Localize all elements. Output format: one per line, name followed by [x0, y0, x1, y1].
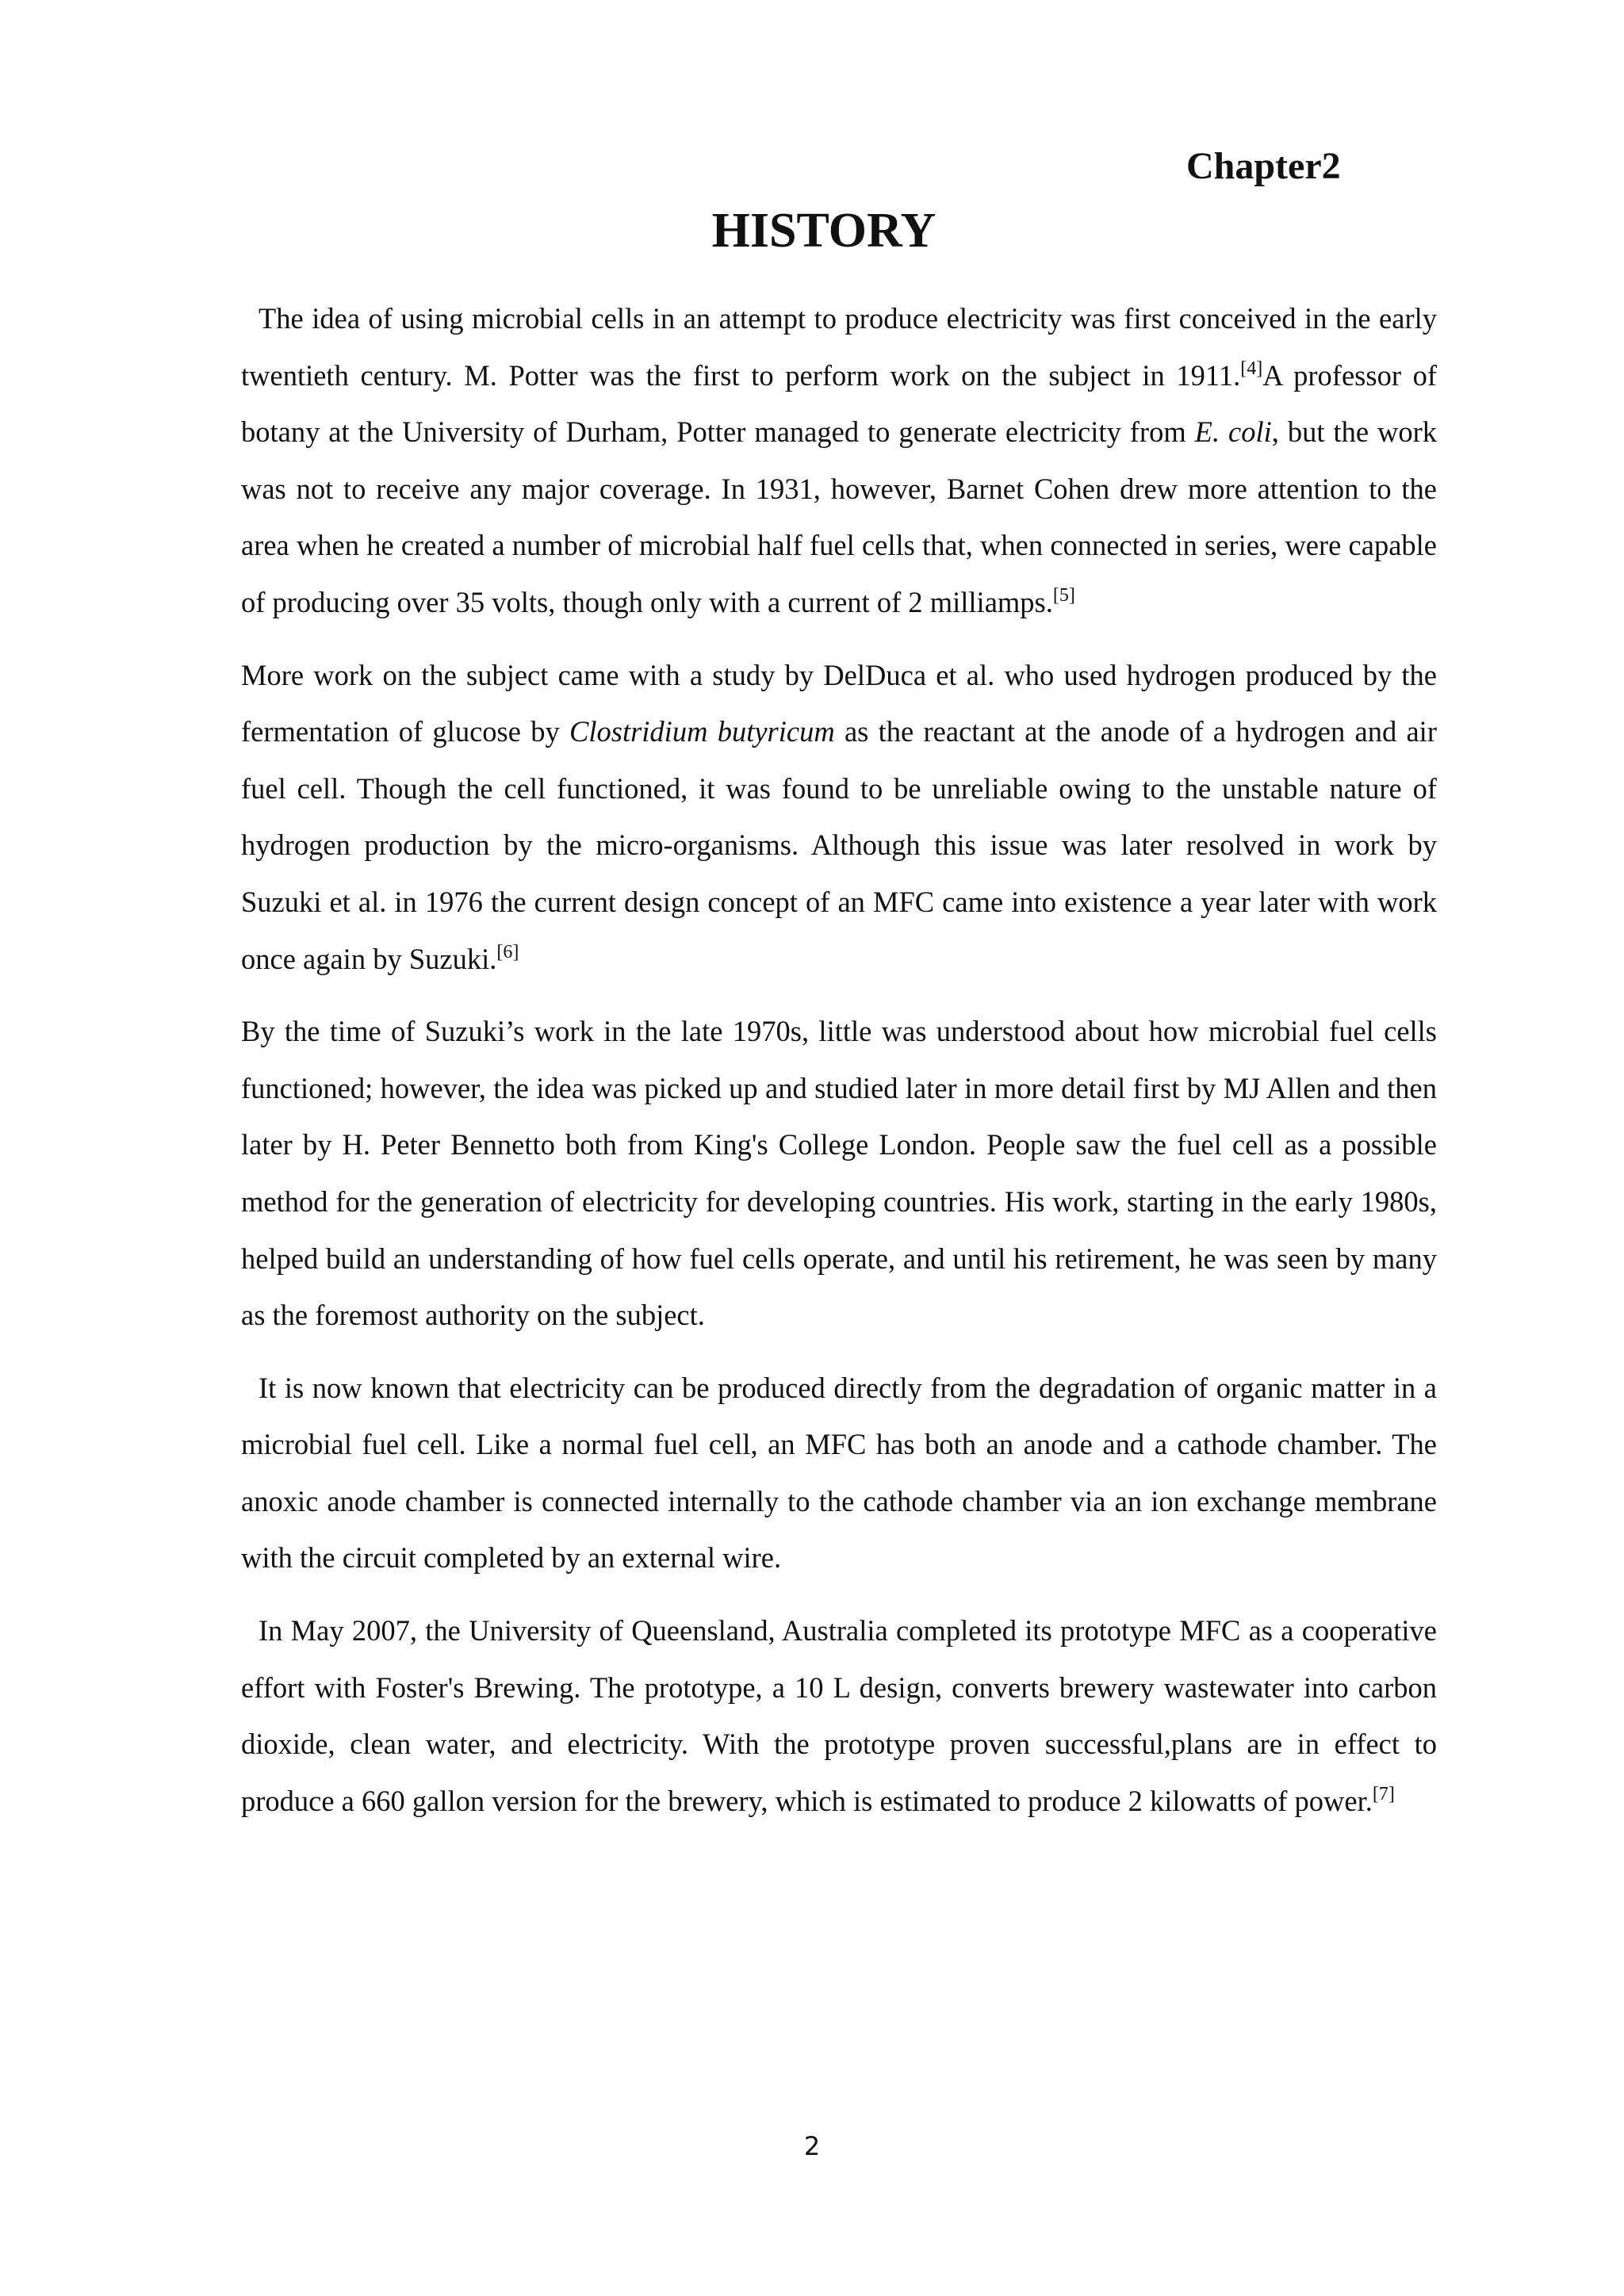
species-name-ecoli: E. coli [1194, 415, 1272, 449]
citation-5: [5] [1052, 584, 1075, 606]
body-text [241, 290, 1437, 1845]
page-number: 2 [803, 2131, 821, 2161]
citation-7: [7] [1372, 1783, 1395, 1804]
paragraph-2 [241, 647, 1437, 988]
page-title: HISTORY [711, 204, 936, 258]
species-name-clostridium: Clostridium butyricum [569, 715, 835, 748]
paragraph-1-text-a: The idea of using microbial cells in an attempt to produce electricity was first conceived in the early twentieth century. M. Potter was the first to perform work on the subject in 1911. [241, 302, 1437, 392]
paragraph-2-text-b: as the reactant at the anode of a hydrogen and air fuel cell. Though the cell functioned, it was found to be unreliable owing to the unstable nature of hydrogen production by the micro-organisms. Although this issue was later resolved in work by Suzuki et al. in 1976 the current design concept of an MFC came into existence a year later with work once again by Suzuki. [241, 715, 1437, 975]
citation-6: [6] [496, 941, 519, 962]
chapter-label: Chapter2 [1186, 145, 1341, 187]
paragraph-1 [241, 290, 1437, 631]
paragraph-3: By the time of Suzuki’s work in the late 1970s, little was understood about how microbial fuel cells functioned; however, the idea was picked up and studied later in more detail first by MJ Allen and then later by H. Peter Bennetto both from King's College London. People saw the fuel cell as a possible method for the generation of electricity for developing countries. His work, starting in the early 1980s, helped build an understanding of how fuel cells operate, and until his retirement, he was seen by many as the foremost authority on the subject. [241, 1015, 1437, 1332]
paragraph-5 [241, 1602, 1437, 1829]
paragraph-2-text-a: More work on the subject came with a study by DelDuca et al. who used hydrogen produced by the fermentation of glucose by [241, 658, 1437, 748]
paragraph-5-text: In May 2007, the University of Queensland, Australia completed its prototype MFC as a cooperative effort with Foster's Brewing. The prototype, a 10 L design, converts brewery wastewater into carbon dioxide, clean water, and electricity. With the prototype proven successful,plans are in effect to produce a 660 gallon version for the brewery, which is estimated to produce 2 kilowatts of power. [241, 1614, 1437, 1817]
citation-4: [4] [1240, 358, 1263, 379]
paragraph-1-text-b: A professor of botany at the University of Durham, Potter managed to generate electricity from [241, 358, 1437, 449]
paragraph-4: It is now known that electricity can be produced directly from the degradation of organic matter in a microbial fuel cell. Like a normal fuel cell, an MFC has both an anode and a cathode chamber. The anoxic anode chamber is connected internally to the cathode chamber via an ion exchange membrane with the circuit completed by an external wire. [241, 1371, 1437, 1575]
paragraph-1-text-c: , but the work was not to receive any major coverage. In 1931, however, Barnet Cohen drew more attention to the area when he created a number of microbial half fuel cells that, when connected in series, were capable of producing over 35 volts, though only with a current of 2 milliamps. [241, 415, 1437, 618]
